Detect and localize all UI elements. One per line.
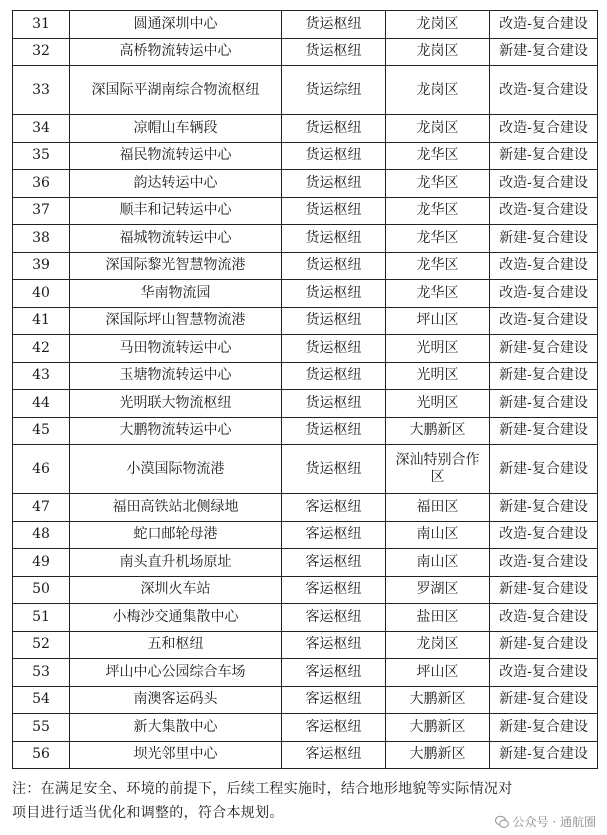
- hub-type-cell: 货运枢纽: [282, 38, 386, 66]
- hub-name-cell: 深国际坪山智慧物流港: [70, 307, 282, 335]
- row-number-cell: 33: [13, 66, 70, 115]
- row-number-cell: 50: [13, 576, 70, 604]
- hub-list-table: [12, 10, 598, 769]
- table-row: [13, 142, 598, 170]
- row-number-cell: 47: [13, 494, 70, 522]
- construction-mode-cell: 新建-复合建设: [490, 38, 598, 66]
- hub-type-cell: 客运枢纽: [282, 576, 386, 604]
- construction-mode-cell: 新建-复合建设: [490, 686, 598, 714]
- construction-mode-cell: 改造-复合建设: [490, 170, 598, 198]
- hub-name-cell: 玉塘物流转运中心: [70, 362, 282, 390]
- table-row: [13, 659, 598, 687]
- footnote-line-2: 项目进行适当优化和调整的，符合本规划。: [12, 805, 284, 821]
- construction-mode-cell: 改造-复合建设: [490, 252, 598, 280]
- hub-name-cell: 华南物流园: [70, 280, 282, 308]
- table-row: [13, 335, 598, 363]
- construction-mode-cell: 新建-复合建设: [490, 631, 598, 659]
- table-row: [13, 494, 598, 522]
- construction-mode-cell: 改造-复合建设: [490, 115, 598, 143]
- row-number-cell: 52: [13, 631, 70, 659]
- table-row: [13, 38, 598, 66]
- hub-name-cell: 大鹏物流转运中心: [70, 417, 282, 445]
- construction-mode-cell: 新建-复合建设: [490, 714, 598, 742]
- row-number-cell: 46: [13, 445, 70, 494]
- row-number-cell: 44: [13, 390, 70, 418]
- hub-name-cell: 坝光邻里中心: [70, 741, 282, 769]
- hub-name-cell: 五和枢纽: [70, 631, 282, 659]
- district-cell: 龙华区: [386, 142, 490, 170]
- construction-mode-cell: 改造-复合建设: [490, 521, 598, 549]
- hub-type-cell: 客运枢纽: [282, 686, 386, 714]
- construction-mode-cell: 改造-复合建设: [490, 604, 598, 632]
- row-number-cell: 31: [13, 11, 70, 39]
- watermark-text: 公众号 · 通航圈: [512, 815, 596, 829]
- table-row: [13, 252, 598, 280]
- hub-type-cell: 货运枢纽: [282, 142, 386, 170]
- hub-type-cell: 客运枢纽: [282, 659, 386, 687]
- district-cell: 大鹏新区: [386, 417, 490, 445]
- table-row: [13, 714, 598, 742]
- district-cell: 福田区: [386, 494, 490, 522]
- row-number-cell: 51: [13, 604, 70, 632]
- construction-mode-cell: 新建-复合建设: [490, 417, 598, 445]
- hub-name-cell: 高桥物流转运中心: [70, 38, 282, 66]
- table-row: [13, 741, 598, 769]
- table-row: [13, 225, 598, 253]
- row-number-cell: 40: [13, 280, 70, 308]
- table-row: [13, 521, 598, 549]
- wechat-icon: [495, 815, 509, 829]
- hub-name-cell: 福田高铁站北侧绿地: [70, 494, 282, 522]
- hub-name-cell: 福城物流转运中心: [70, 225, 282, 253]
- hub-name-cell: 深圳火车站: [70, 576, 282, 604]
- district-cell: 龙华区: [386, 280, 490, 308]
- district-cell: 龙华区: [386, 252, 490, 280]
- district-cell: 坪山区: [386, 659, 490, 687]
- district-cell: 龙岗区: [386, 115, 490, 143]
- construction-mode-cell: 改造-复合建设: [490, 659, 598, 687]
- row-number-cell: 39: [13, 252, 70, 280]
- district-cell: 龙华区: [386, 197, 490, 225]
- table-row: [13, 417, 598, 445]
- table-row: [13, 631, 598, 659]
- construction-mode-cell: 新建-复合建设: [490, 494, 598, 522]
- hub-type-cell: 货运枢纽: [282, 390, 386, 418]
- construction-mode-cell: 改造-复合建设: [490, 197, 598, 225]
- construction-mode-cell: 改造-复合建设: [490, 280, 598, 308]
- footnote-line-1: 注：在满足安全、环境的前提下，后续工程实施时，结合地形地貌等实际情况对: [12, 781, 513, 797]
- construction-mode-cell: 改造-复合建设: [490, 307, 598, 335]
- row-number-cell: 42: [13, 335, 70, 363]
- table-row: [13, 686, 598, 714]
- table-row: [13, 307, 598, 335]
- hub-type-cell: 货运枢纽: [282, 252, 386, 280]
- table-row: [13, 66, 598, 115]
- construction-mode-cell: 新建-复合建设: [490, 362, 598, 390]
- district-cell: 光明区: [386, 362, 490, 390]
- hub-name-cell: 蛇口邮轮母港: [70, 521, 282, 549]
- district-cell: 光明区: [386, 335, 490, 363]
- hub-type-cell: 货运枢纽: [282, 335, 386, 363]
- district-cell: 南山区: [386, 521, 490, 549]
- district-cell: 大鹏新区: [386, 741, 490, 769]
- hub-type-cell: 客运枢纽: [282, 714, 386, 742]
- table-row: [13, 362, 598, 390]
- row-number-cell: 48: [13, 521, 70, 549]
- row-number-cell: 43: [13, 362, 70, 390]
- hub-type-cell: 货运枢纽: [282, 170, 386, 198]
- table-row: [13, 445, 598, 494]
- hub-name-cell: 南澳客运码头: [70, 686, 282, 714]
- hub-type-cell: 客运枢纽: [282, 604, 386, 632]
- row-number-cell: 53: [13, 659, 70, 687]
- district-cell: 深汕特别合作区: [386, 445, 490, 494]
- hub-type-cell: 客运枢纽: [282, 741, 386, 769]
- district-cell: 罗湖区: [386, 576, 490, 604]
- row-number-cell: 38: [13, 225, 70, 253]
- hub-type-cell: 货运枢纽: [282, 11, 386, 39]
- construction-mode-cell: 新建-复合建设: [490, 335, 598, 363]
- district-cell: 龙岗区: [386, 631, 490, 659]
- construction-mode-cell: 新建-复合建设: [490, 390, 598, 418]
- hub-name-cell: 深国际黎光智慧物流港: [70, 252, 282, 280]
- table-row: [13, 170, 598, 198]
- hub-type-cell: 货运枢纽: [282, 307, 386, 335]
- hub-type-cell: 货运枢纽: [282, 280, 386, 308]
- table-row: [13, 390, 598, 418]
- row-number-cell: 37: [13, 197, 70, 225]
- hub-type-cell: 客运枢纽: [282, 494, 386, 522]
- table-row: [13, 11, 598, 39]
- hub-name-cell: 南头直升机场原址: [70, 549, 282, 577]
- district-cell: 龙岗区: [386, 66, 490, 115]
- hub-name-cell: 小梅沙交通集散中心: [70, 604, 282, 632]
- row-number-cell: 55: [13, 714, 70, 742]
- row-number-cell: 54: [13, 686, 70, 714]
- row-number-cell: 35: [13, 142, 70, 170]
- hub-name-cell: 坪山中心公园综合车场: [70, 659, 282, 687]
- hub-type-cell: 货运综纽: [282, 66, 386, 115]
- district-cell: 龙华区: [386, 225, 490, 253]
- row-number-cell: 56: [13, 741, 70, 769]
- hub-type-cell: 货运枢纽: [282, 417, 386, 445]
- hub-name-cell: 圆通深圳中心: [70, 11, 282, 39]
- district-cell: 龙岗区: [386, 38, 490, 66]
- hub-name-cell: 新大集散中心: [70, 714, 282, 742]
- hub-type-cell: 客运枢纽: [282, 521, 386, 549]
- district-cell: 龙岗区: [386, 11, 490, 39]
- hub-name-cell: 深国际平湖南综合物流枢纽: [70, 66, 282, 115]
- row-number-cell: 34: [13, 115, 70, 143]
- hub-type-cell: 货运枢纽: [282, 445, 386, 494]
- district-cell: 龙华区: [386, 170, 490, 198]
- hub-type-cell: 客运枢纽: [282, 549, 386, 577]
- construction-mode-cell: 新建-复合建设: [490, 576, 598, 604]
- row-number-cell: 49: [13, 549, 70, 577]
- construction-mode-cell: 新建-复合建设: [490, 225, 598, 253]
- construction-mode-cell: 新建-复合建设: [490, 445, 598, 494]
- hub-type-cell: 客运枢纽: [282, 631, 386, 659]
- district-cell: 盐田区: [386, 604, 490, 632]
- hub-type-cell: 货运枢纽: [282, 197, 386, 225]
- hub-type-cell: 货运枢纽: [282, 115, 386, 143]
- district-cell: 光明区: [386, 390, 490, 418]
- hub-type-cell: 货运枢纽: [282, 225, 386, 253]
- hub-name-cell: 顺丰和记转运中心: [70, 197, 282, 225]
- construction-mode-cell: 改造-复合建设: [490, 11, 598, 39]
- row-number-cell: 41: [13, 307, 70, 335]
- construction-mode-cell: 新建-复合建设: [490, 142, 598, 170]
- watermark: [492, 812, 599, 831]
- district-cell: 大鹏新区: [386, 714, 490, 742]
- table-row: [13, 280, 598, 308]
- hub-name-cell: 光明联大物流枢纽: [70, 390, 282, 418]
- construction-mode-cell: 改造-复合建设: [490, 549, 598, 577]
- hub-name-cell: 韵达转运中心: [70, 170, 282, 198]
- hub-name-cell: 福民物流转运中心: [70, 142, 282, 170]
- hub-name-cell: 马田物流转运中心: [70, 335, 282, 363]
- hub-name-cell: 小漠国际物流港: [70, 445, 282, 494]
- hub-name-cell: 凉帽山车辆段: [70, 115, 282, 143]
- table-row: [13, 115, 598, 143]
- row-number-cell: 36: [13, 170, 70, 198]
- hub-type-cell: 货运枢纽: [282, 362, 386, 390]
- district-cell: 南山区: [386, 549, 490, 577]
- table-body: [13, 11, 598, 769]
- district-cell: 大鹏新区: [386, 686, 490, 714]
- row-number-cell: 32: [13, 38, 70, 66]
- construction-mode-cell: 新建-复合建设: [490, 741, 598, 769]
- construction-mode-cell: 改造-复合建设: [490, 66, 598, 115]
- table-row: [13, 549, 598, 577]
- row-number-cell: 45: [13, 417, 70, 445]
- table-row: [13, 197, 598, 225]
- district-cell: 坪山区: [386, 307, 490, 335]
- table-row: [13, 604, 598, 632]
- table-row: [13, 576, 598, 604]
